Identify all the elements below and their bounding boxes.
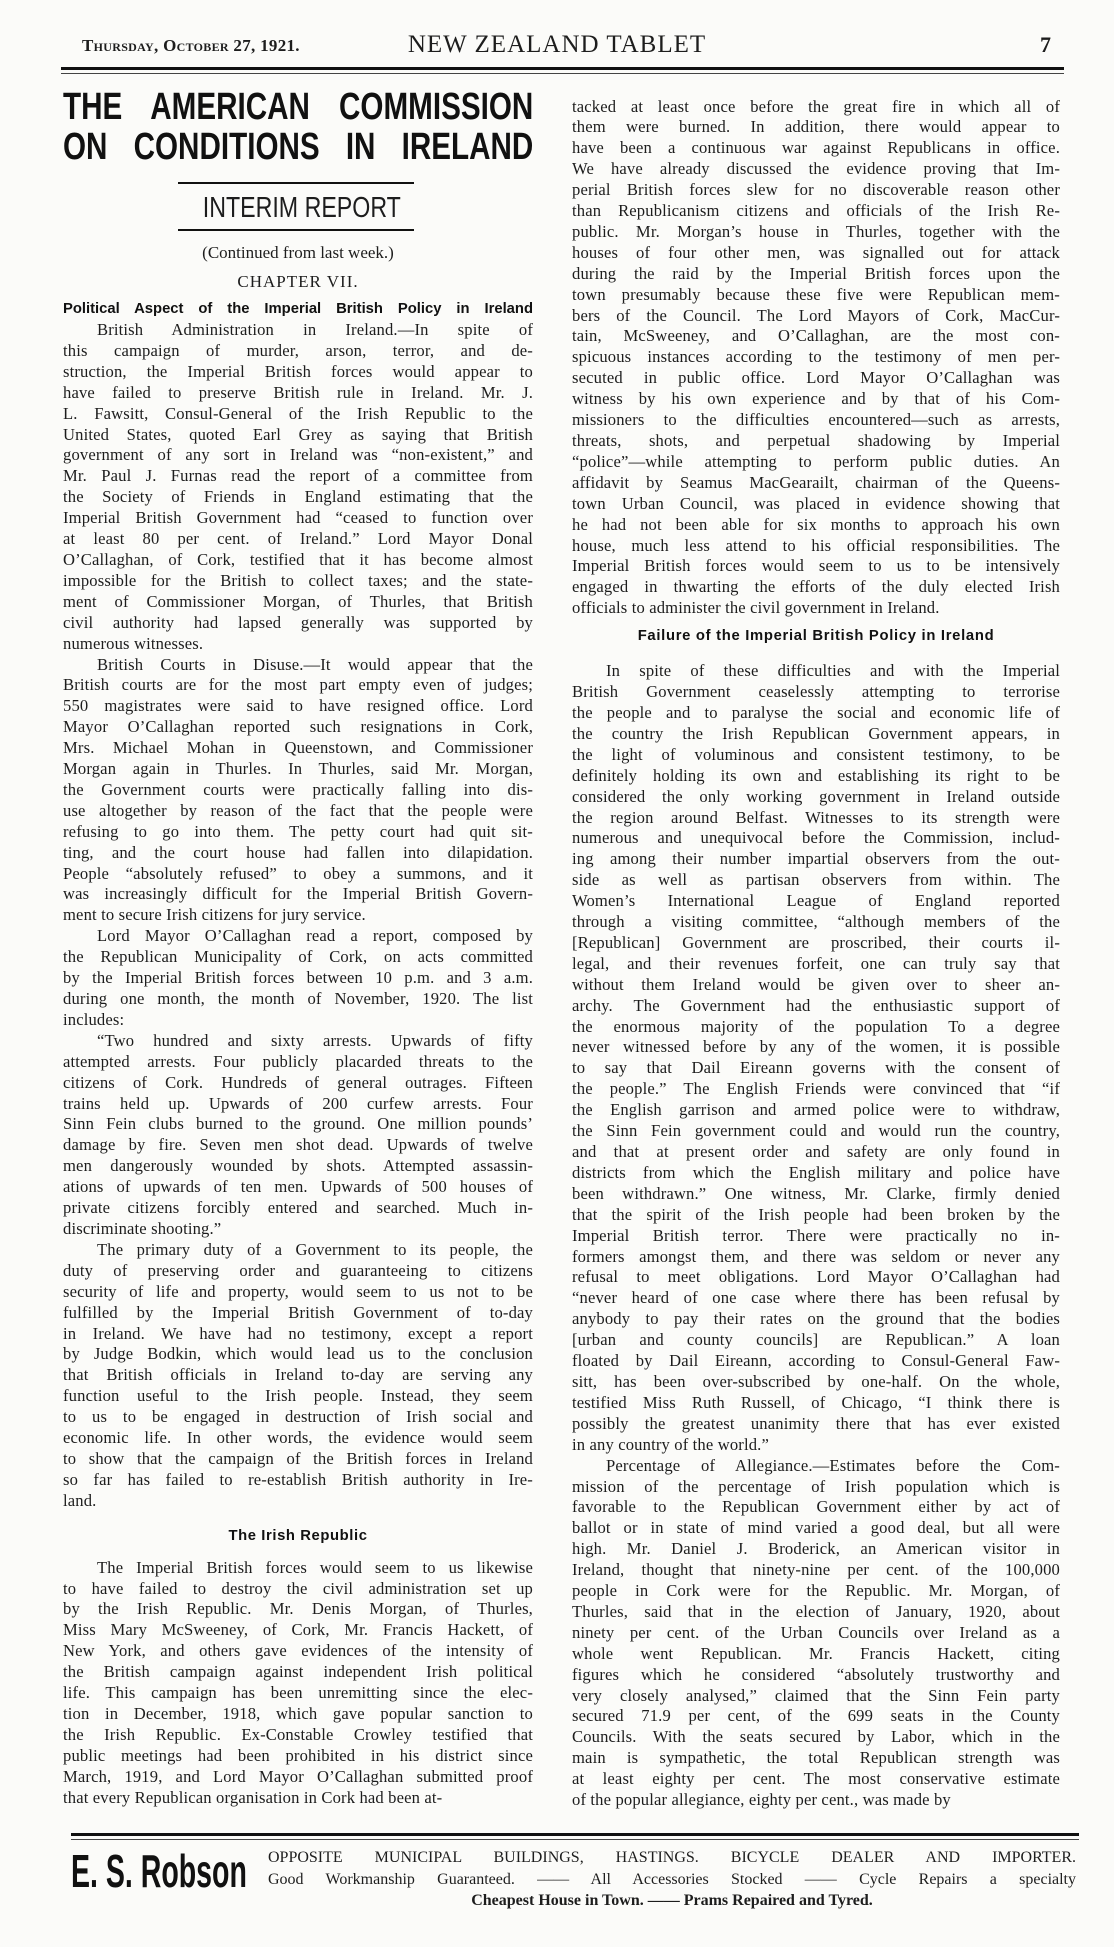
text-line: public. Mr. Morgan’s house in Thurles, together with the (572, 221, 1060, 241)
text-line: definitely holding its own and establishing its right to be (572, 765, 1060, 785)
text-line: O’Callaghan, of Cork, testified that it has become almost (63, 549, 533, 569)
text-line: private citizens forcibly entered and searched. Much in- (63, 1198, 533, 1218)
masthead: NEW ZEALAND TABLET (407, 31, 707, 58)
text-line: Women’s International League of England reported (572, 891, 1060, 911)
right-column (572, 97, 1060, 1812)
text-line: of the popular allegiance, eighty per cent., was made by (572, 1790, 951, 1810)
text-line: have been a continuous war against Republicans in office. (572, 138, 1060, 158)
text-line: the Republican Municipality of Cork, on acts committed (63, 947, 533, 967)
ad-line-tagline: Cheapest House in Town. —— Prams Repaired and Tyred. (471, 1892, 873, 1909)
text-line: men dangerously wounded by shots. Attempted assassin- (63, 1156, 533, 1176)
text-line: ting, and the court house had fallen into dilapidation. (63, 842, 533, 862)
advertiser-name-text: E. S. Robson (71, 1845, 247, 1897)
text-line: affidavit by Seamus MacGearailt, chairman of the Queens- (572, 472, 1060, 492)
text-line: Lord Mayor O’Callaghan read a report, composed by (97, 926, 533, 946)
text-line: houses of four other men, was signalled out for attack (572, 242, 1060, 262)
text-line: main is sympathetic, the total Republican strength was (572, 1748, 1060, 1768)
text-line: Imperial British Government had “ceased to function over (63, 508, 533, 528)
paragraph (63, 655, 533, 927)
text-line: than Republicanism citizens and officials of the Irish Re- (572, 201, 1060, 221)
paragraph (572, 661, 1060, 1455)
text-line: L. Fawsitt, Consul-General of the Irish Republic to the (63, 403, 533, 423)
text-line: whole went Republican. Mr. Francis Hackett, citing (572, 1643, 1060, 1663)
text-line: ninety per cent. of the Urban Councils over Ireland as a (572, 1622, 1060, 1642)
text-line: Mr. Paul J. Furnas read the report of a committee from (63, 466, 533, 486)
text-line: Mayor O’Callaghan reported such resignations in Cork, (63, 717, 533, 737)
paragraph (63, 320, 533, 655)
text-line: mission of the percentage of Irish population which is (572, 1476, 1060, 1496)
text-line: economic life. In other words, the evidence would seem (63, 1428, 533, 1448)
text-line: town Urban Council, was placed in evidence showing that (572, 493, 1060, 513)
text-line: Councils. With the seats secured by Labor, which in the (572, 1727, 1060, 1747)
text-line: districts from which the English military and police have (572, 1162, 1060, 1182)
text-line: town presumably because these five were Republican mem- (572, 284, 1060, 304)
text-line: so far has failed to re-establish British authority in Ire- (63, 1469, 533, 1489)
text-line: the English garrison and armed police were to withdraw, (572, 1100, 1060, 1120)
text-line: the region around Belfast. Witnesses to its strength were (572, 807, 1060, 827)
article-title (63, 87, 533, 167)
text-line: ations of upwards of ten men. Upwards of 500 houses of (63, 1177, 533, 1197)
text-line: to us to be engaged in destruction of Irish social and (63, 1407, 533, 1427)
text-line: function useful to the Irish people. Instead, they seem (63, 1386, 533, 1406)
title-line: THE AMERICAN COMMISSION (63, 86, 534, 128)
text-line: at least eighty per cent. The most conservative estimate (572, 1769, 1060, 1789)
paragraph (63, 1240, 533, 1512)
text-line: missioners to the difficulties encountered—such as arrests, (572, 410, 1060, 430)
text-line: that British officials in Ireland to-day are serving any (63, 1365, 533, 1385)
text-line: ment of Commissioner Morgan, of Thurles, that British (63, 591, 533, 611)
paragraph (63, 926, 533, 1031)
text-line: tacked at least once before the great fire in which all of (572, 96, 1060, 116)
paragraph (572, 1456, 1060, 1811)
text-line: legal, and their revenues forfeit, one can truly say that (572, 953, 1060, 973)
text-line: damage by fire. Seven men shot dead. Upwards of twelve (63, 1135, 533, 1155)
title-line: ON CONDITIONS IN IRELAND (63, 126, 534, 168)
text-line: impossible for the British to collect taxes; and the state- (63, 570, 533, 590)
text-line: ballot or in state of mind varied a good deal, but all were (572, 1518, 1060, 1538)
text-line: [Republican] Government are proscribed, their courts il- (572, 932, 1060, 952)
text-line: Miss Mary McSweeney, of Cork, Mr. Francis Hackett, of (63, 1620, 533, 1640)
text-line: Imperial British forces would seem to us to be intensively (572, 556, 1060, 576)
subtitle-text: INTERIM REPORT (202, 192, 401, 224)
article-subtitle (178, 194, 414, 222)
text-line: by the Irish Republic. Mr. Denis Morgan, of Thurles, (63, 1599, 533, 1619)
section-heading: Political Aspect of the Imperial British Policy in Ireland (63, 301, 533, 317)
text-line: [urban and county councils] are Republican.” A loan (572, 1330, 1060, 1350)
text-line: never witnessed before by any of the women, it is possible (572, 1037, 1060, 1057)
text-line: officials to administer the civil government in Ireland. (572, 598, 940, 618)
section-heading: The Irish Republic (228, 1527, 368, 1544)
text-line: use altogether by reason of the fact that the people were (63, 800, 533, 820)
text-line: favorable to the Republican Government either by act of (572, 1497, 1060, 1517)
text-line: In spite of these difficulties and with the Imperial (606, 661, 1060, 681)
text-line: the light of voluminous and consistent testimony, to be (572, 744, 1060, 764)
issue-date: Thursday, October 27, 1921. (82, 36, 300, 55)
text-line: struction, the Imperial British forces would appear to (63, 361, 533, 381)
text-line: very closely analysed,” claimed that the Sinn Fein party (572, 1685, 1060, 1705)
text-line: engaged in thwarting the efforts of the duly elected Irish (572, 577, 1060, 597)
text-line: people in Cork were for the Republic. Mr. Morgan, of (572, 1581, 1060, 1601)
text-line: Thurles, said that in the election of January, 1920, about (572, 1601, 1060, 1621)
text-line: refusal to meet obligations. Lord Mayor O’Callaghan had (572, 1267, 1060, 1287)
text-line: spicuous instances according to the testimony of men per- (572, 347, 1060, 367)
text-line: British Courts in Disuse.—It would appear that the (97, 654, 533, 674)
footer-rule (71, 1833, 1079, 1836)
text-line: the Irish Republic. Ex-Constable Crowley testified that (63, 1724, 533, 1744)
advertiser-name (71, 1845, 247, 1897)
text-line: perial British forces slew for no discoverable reason other (572, 180, 1060, 200)
text-line: March, 1919, and Lord Mayor O’Callaghan submitted proof (63, 1766, 533, 1786)
text-line: includes: (63, 1009, 125, 1029)
header-rule (61, 67, 1064, 70)
text-line: during the raid by the Imperial British forces upon the (572, 263, 1060, 283)
text-line: Mrs. Michael Mohan in Queenstown, and Commissioner (63, 738, 533, 758)
text-line: ment to secure Irish citizens for jury service. (63, 905, 366, 925)
text-line: public meetings had been prohibited in his district since (63, 1745, 533, 1765)
text-line: without them Ireland would be given over to sheer an- (572, 974, 1060, 994)
text-line: through a visiting committee, “although members of the (572, 912, 1060, 932)
text-line: been withdrawn.” One witness, Mr. Clarke, firmly denied (572, 1183, 1060, 1203)
text-line: tion in December, 1918, which gave popular sanction to (63, 1704, 533, 1723)
text-line: side as well as partisan observers from within. The (572, 870, 1060, 890)
text-line: threats, shots, and perpetual shadowing by Imperial (572, 431, 1060, 450)
text-line: in any country of the world.” (572, 1434, 769, 1454)
text-line: figures which he considered “absolutely trustworthy and (572, 1664, 1060, 1684)
text-line: witness by his own experience and by that of his Com- (572, 389, 1060, 409)
text-line: the British campaign against independent Irish political (63, 1662, 533, 1682)
text-line: that every Republican organisation in Cork had been at- (63, 1787, 443, 1807)
text-line: testified Miss Ruth Russell, of Chicago, “I think there is (572, 1392, 1060, 1412)
text-line: numerous witnesses. (63, 633, 204, 653)
text-line: Ireland, thought that ninety-nine per cent. of the 100,000 (572, 1560, 1060, 1580)
text-line: high. Mr. Daniel J. Broderick, an American visitor in (572, 1539, 1060, 1559)
text-line: secured 71.9 per cent, of the 699 seats in the County (572, 1706, 1060, 1726)
text-line: government of any sort in Ireland was “non-existent,” and (63, 445, 533, 465)
text-line: trains held up. Upwards of 200 curfew arrests. Four (63, 1093, 533, 1113)
text-line: Percentage of Allegiance.—Estimates before the Com- (606, 1455, 1060, 1475)
text-line: the Sinn Fein government could and would run the country, (572, 1121, 1060, 1141)
text-line: British courts are for the most part empty even of judges; (63, 675, 533, 695)
text-line: attempted arrests. Four publicly placarded threats to the (63, 1051, 533, 1071)
paragraph (63, 1031, 533, 1240)
text-line: to have failed to destroy the civil administration set up (63, 1578, 533, 1598)
text-line: formers amongst them, and there was seldom or never any (572, 1246, 1060, 1266)
text-line: “Two hundred and sixty arrests. Upwards of fifty (97, 1030, 533, 1050)
text-line: by Judge Bodkin, which would lead us to the conclusion (63, 1344, 533, 1364)
text-line: People “absolutely refused” to obey a summons, and it (63, 863, 533, 883)
text-line: anybody to pay their rates on the ground that the bodies (572, 1309, 1060, 1329)
header-rule-thin (61, 73, 1064, 74)
text-line: bers of the Council. The Lord Mayors of Cork, MacCur- (572, 305, 1060, 325)
text-line: discriminate shooting.” (63, 1218, 222, 1238)
text-line: to say that Dail Eireann governs with the consent of (572, 1058, 1060, 1078)
text-line: the enormous majority of the population To a degree (572, 1016, 1060, 1036)
text-line: The primary duty of a Government to its people, the (97, 1239, 533, 1259)
text-line: duty of preserving order and guaranteeing to citizens (63, 1260, 533, 1280)
text-line: tain, McSweeney, and O’Callaghan, are the most con- (572, 326, 1060, 346)
text-line: the country the Irish Republican Government appears, in (572, 723, 1060, 743)
text-line: that the spirit of the Irish people had been broken by the (572, 1204, 1060, 1224)
text-line: house, much less attend to his official responsibilities. The (572, 535, 1060, 555)
text-line: he had not been able for six months to approach his own (572, 514, 1060, 534)
paragraph (63, 1558, 533, 1809)
text-line: the people and to paralyse the social and economic life of (572, 702, 1060, 722)
text-line: during one month, the month of November, 1920. The list (63, 989, 533, 1008)
ad-line-address: OPPOSITE MUNICIPAL BUILDINGS, HASTINGS. BICYCLE DEALER AND IMPORTER. (268, 1849, 1076, 1866)
text-line: Sinn Fein clubs burned to the ground. One million pounds’ (63, 1114, 533, 1134)
continued-note: (Continued from last week.) (202, 243, 394, 262)
text-line: considered the only working government in Ireland outside (572, 786, 1060, 806)
text-line: them were burned. In addition, there would appear to (572, 117, 1060, 137)
text-line: land. (63, 1490, 97, 1510)
text-line: the Government courts were practically falling into dis- (63, 779, 533, 799)
text-line: in Ireland. We have had no testimony, except a report (63, 1323, 533, 1343)
text-line: and that at present order and safety are only found in (572, 1142, 1060, 1161)
chapter-label: CHAPTER VII. (237, 272, 359, 291)
text-line: The Imperial British forces would seem to us likewise (97, 1557, 533, 1577)
text-line: civil authority had lapsed generally was supported by (63, 612, 533, 632)
text-line: to show that the campaign of the British forces in Ireland (63, 1448, 533, 1468)
text-line: refusing to go into them. The petty court had quit sit- (63, 821, 533, 841)
paragraph (572, 97, 1060, 620)
text-line: was increasingly difficult for the Imperial British Govern- (63, 884, 533, 904)
text-line: United States, quoted Earl Grey as saying that British (63, 424, 533, 444)
text-line: 550 magistrates were said to have resigned office. Lord (63, 696, 533, 716)
text-line: possibly the greatest unanimity there that has ever existed (572, 1413, 1060, 1433)
ad-line-services: Good Workmanship Guaranteed. —— All Accessories Stocked —— Cycle Repairs a specialty (268, 1871, 1076, 1888)
text-line: ing among their number impartial observers from the out- (572, 849, 1060, 869)
text-line: Imperial British terror. There were practically no in- (572, 1225, 1060, 1245)
text-line: numerous and unequivocal before the Commission, includ- (572, 828, 1060, 848)
text-line: citizens of Cork. Hundreds of general outrages. Fifteen (63, 1072, 533, 1092)
text-line: the Society of Friends in England estimating that the (63, 487, 533, 507)
subtitle-rule-top (178, 182, 414, 184)
text-line: British Administration in Ireland.—In spite of (97, 320, 533, 339)
text-line: We have already discussed the evidence proving that Im- (572, 159, 1060, 179)
subtitle-rule-bottom (178, 229, 414, 231)
text-line: archy. The Government had the enthusiastic support of (572, 995, 1060, 1015)
text-line: life. This campaign has been unremitting since the elec- (63, 1683, 533, 1703)
footer-rule-thin (71, 1839, 1079, 1840)
page-number: 7 (1040, 32, 1051, 57)
text-line: New York, and others gave evidences of the intensity of (63, 1641, 533, 1661)
text-line: the people.” The English Friends were convinced that “if (572, 1079, 1060, 1099)
text-line: at least 80 per cent. of Ireland.” Lord Mayor Donal (63, 529, 533, 549)
text-line: British Government ceaselessly attempting to terrorise (572, 682, 1060, 702)
left-column (63, 299, 533, 1809)
text-line: “never heard of one case where there has been refusal by (572, 1288, 1060, 1308)
text-line: fulfilled by the Imperial British Government of to-day (63, 1302, 533, 1322)
text-line: have failed to preserve British rule in Ireland. Mr. J. (63, 382, 533, 402)
text-line: security of life and property, would seem to us not to be (63, 1281, 533, 1301)
text-line: by the Imperial British forces between 10 p.m. and 3 a.m. (63, 968, 533, 988)
text-line: “police”—while attempting to perform public duties. An (572, 451, 1060, 471)
text-line: sitt, has been over-subscribed by one-half. On the whole, (572, 1371, 1060, 1391)
text-line: this campaign of murder, arson, terror, and de- (63, 340, 533, 360)
text-line: floated by Dail Eireann, according to Consul-General Faw- (572, 1351, 1060, 1371)
text-line: secuted in public office. Lord Mayor O’Callaghan was (572, 368, 1060, 388)
text-line: Morgan again in Thurles. In Thurles, said Mr. Morgan, (63, 759, 533, 779)
section-heading: Failure of the Imperial British Policy in Ireland (637, 628, 995, 645)
